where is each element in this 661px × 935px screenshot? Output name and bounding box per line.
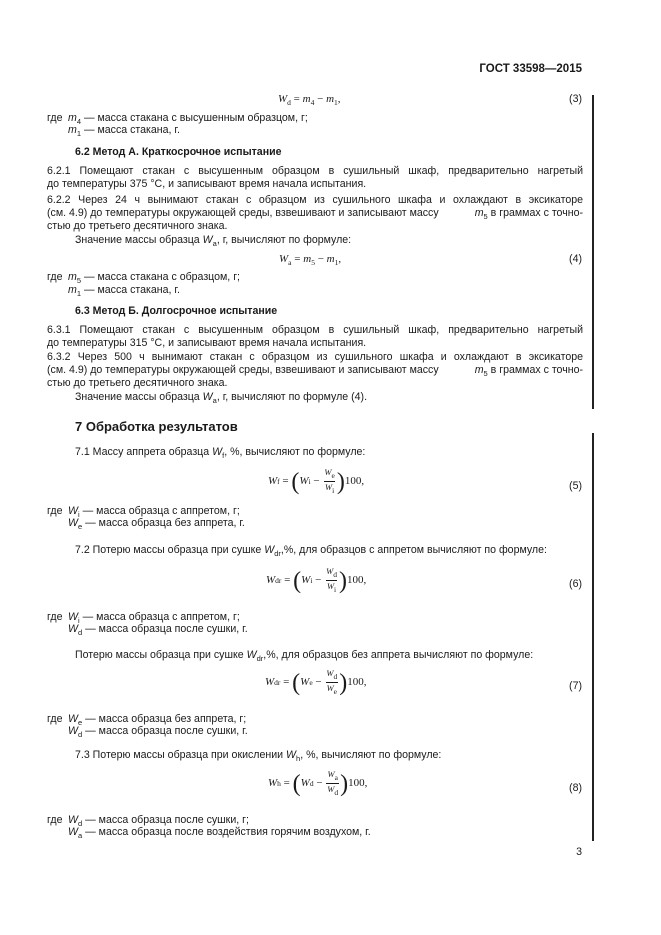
equation-4: $W_a = m_5 - m_1$,	[279, 253, 342, 267]
section-heading: 6.2 Метод А. Краткосрочное испытание	[75, 146, 282, 158]
equation-6-number: (6)	[569, 578, 582, 590]
where-label: где	[47, 505, 63, 517]
standard-number: ГОСТ 33598—2015	[479, 63, 582, 75]
where-item: $m_1$ — масса стакана, г.	[68, 124, 180, 138]
where-item: $W_e$ — масса образца без аппрета, г;	[68, 713, 247, 727]
where-item: $W_e$ — масса образца без аппрета, г.	[68, 517, 245, 531]
where-item: $W_d$ — масса образца после сушки, г.	[68, 623, 248, 637]
equation-6: W dr = ( W i − $\frac{Wd}{Wi}$ ) 100,	[266, 566, 367, 594]
where-label: где	[47, 611, 63, 623]
paragraph-line: стью до третьего десятичного знака.	[47, 220, 228, 232]
revision-bar-2	[592, 433, 594, 841]
equation-8-number: (8)	[569, 782, 582, 794]
paragraph-line: 6.2.1 Помещают стакан с высушенным образцом в сушильный шкаф, предварительно нагретый	[47, 165, 583, 177]
equation-5: W f = ( W i − $\frac{We}{Wi}$ ) 100,	[268, 467, 365, 495]
where-label: где	[47, 112, 63, 124]
paragraph-line: 6.2.2 Через 24 ч вынимают стакан с образцом из сушильного шкафа и охлаждают в эксикаторе	[47, 194, 583, 206]
paragraph-line: (см. 4.9) до температуры окружающей среды, взвешивают и записывают массу $m_5$ в граммах с точно-	[47, 364, 583, 378]
equation-7: W dr = ( W e − $\frac{Wd}{We}$ ) 100,	[265, 668, 367, 696]
where-item: $m_5$ — масса стакана с образцом, г;	[68, 271, 240, 285]
where-item: $W_i$ — масса образца с аппретом, г;	[68, 505, 240, 519]
where-item: $W_a$ — масса образца после воздействия горячим воздухом, г.	[68, 826, 371, 840]
paragraph-line: до температуры 315 °С, и записывают время начала испытания.	[47, 337, 367, 349]
paragraph-line: 6.3.1 Помещают стакан с высушенным образцом в сушильный шкаф, предварительно нагретый	[47, 324, 583, 336]
paragraph-line: 6.3.2 Через 500 ч вынимают стакан с образцом из сушильного шкафа и охлаждают в эксикаторе	[47, 351, 583, 363]
section-heading: 6.3 Метод Б. Долгосрочное испытание	[75, 305, 278, 317]
where-item: $W_d$ — масса образца после сушки, г.	[68, 725, 248, 739]
where-item: $W_i$ — масса образца с аппретом, г;	[68, 611, 240, 625]
paragraph-line: до температуры 375 °С, и записывают время начала испытания.	[47, 178, 367, 190]
equation-3: $W_d = m_4 - m_1$,	[278, 93, 341, 107]
equation-3-number: (3)	[569, 93, 582, 105]
paragraph-line: 7.2 Потерю массы образца при сушке $W_{dr},\%$, для образцов с аппретом вычисляют по формуле:	[75, 544, 547, 558]
paragraph-line: 7.3 Потерю массы образца при окислении $W_h$, %, вычисляют по формуле:	[75, 749, 442, 763]
revision-bar-1	[592, 95, 594, 409]
paragraph-line: Значение массы образца $W_a$, г, вычисляют по формуле (4).	[75, 391, 368, 405]
where-label: где	[47, 271, 63, 283]
equation-8: W h = ( W d − $\frac{Wa}{Wd}$ ) 100,	[268, 769, 368, 797]
paragraph-line: 7.1 Массу аппрета образца $W_f$, %, вычисляют по формуле:	[75, 446, 366, 460]
paragraph-line: Значение массы образца $W_a$, г, вычисляют по формуле:	[75, 234, 352, 248]
page-number: 3	[576, 846, 582, 858]
where-item: $m_4$ — масса стакана с высушенным образцом, г;	[68, 112, 308, 126]
where-item: $W_d$ — масса образца после сушки, г;	[68, 814, 249, 828]
where-label: где	[47, 814, 63, 826]
where-item: $m_1$ — масса стакана, г.	[68, 284, 180, 298]
equation-5-number: (5)	[569, 480, 582, 492]
paragraph-line: стью до третьего десятичного знака.	[47, 377, 228, 389]
where-label: где	[47, 713, 63, 725]
equation-7-number: (7)	[569, 680, 582, 692]
equation-4-number: (4)	[569, 253, 582, 265]
section-heading-7: 7 Обработка результатов	[75, 419, 238, 434]
paragraph-line: (см. 4.9) до температуры окружающей среды, взвешивают и записывают массу $m_5$ в граммах с точно-	[47, 207, 583, 221]
paragraph-line: Потерю массы образца при сушке $W_{dr},\%$, для образцов без аппрета вычисляют по формуле:	[75, 649, 534, 663]
